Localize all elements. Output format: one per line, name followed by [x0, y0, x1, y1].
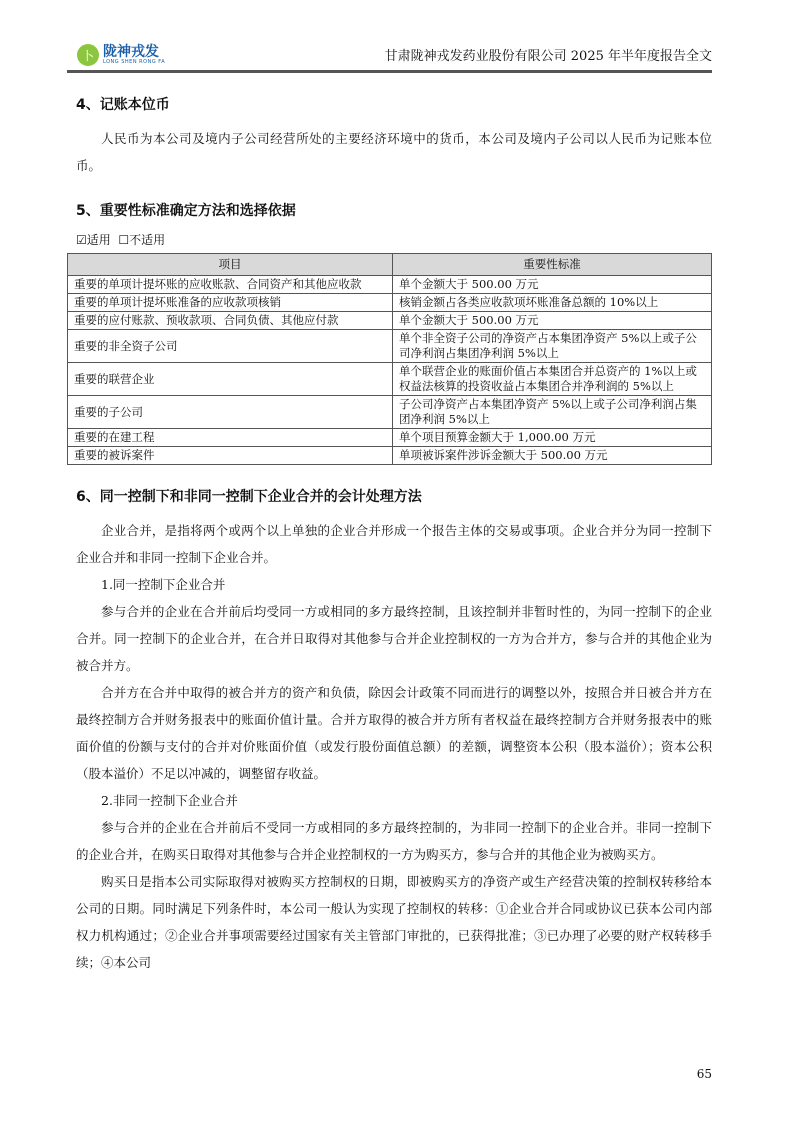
- item-cell: 重要的单项计提坏账准备的应收款项核销: [68, 294, 393, 312]
- standard-cell: 单个金额大于 500.00 万元: [393, 312, 712, 330]
- section-6-paragraph: 参与合并的企业在合并前后不受同一方或相同的多方最终控制的，为非同一控制下的企业合并。非同一控制下的企业合并，在购买日取得对其他参与合并企业控制权的一方为购买方，参与合并的其他企业为被购买方。: [76, 820, 712, 862]
- logo-en: LONG SHEN RONG FA: [103, 58, 166, 65]
- item-cell: 重要的应付账款、预收款项、合同负债、其他应付款: [68, 312, 393, 330]
- section-6-paragraph: 企业合并，是指将两个或两个以上单独的企业合并形成一个报告主体的交易或事项。企业合并分为同一控制下企业合并和非同一控制下企业合并。: [76, 523, 712, 565]
- section-4-heading: 4、记账本位币: [76, 97, 170, 113]
- section-5-heading: 5、重要性标准确定方法和选择依据: [76, 203, 296, 219]
- standard-cell: 单个联营企业的账面价值占本集团合并总资产的 1%以上或权益法核算的投资收益占本集团合并净利润的 5%以上: [393, 363, 712, 396]
- section-6-heading: 6、同一控制下和非同一控制下企业合并的会计处理方法: [76, 489, 422, 505]
- item-cell: 重要的子公司: [68, 396, 393, 429]
- table-row: [68, 312, 712, 330]
- item-cell: 重要的联营企业: [68, 363, 393, 396]
- applicability: [76, 231, 712, 249]
- not-applicable-checkbox: ☐不适用: [118, 233, 166, 247]
- section-6-paragraph: 1.同一控制下企业合并: [101, 577, 226, 592]
- document-title: 甘肃陇神戎发药业股份有限公司 2025 年半年度报告全文: [384, 49, 712, 64]
- table-row: [68, 429, 712, 447]
- standard-cell: 单个项目预算金额大于 1,000.00 万元: [393, 429, 712, 447]
- logo-cn: 陇神戎发: [103, 43, 159, 60]
- page-body: [67, 73, 712, 976]
- standard-cell: 单项被诉案件涉诉金额大于 500.00 万元: [393, 447, 712, 465]
- standard-cell: 单个非全资子公司的净资产占本集团净资产 5%以上或子公司净利润占集团净利润 5%以上: [393, 330, 712, 363]
- section-6-body: [76, 517, 712, 976]
- table-row: [68, 447, 712, 465]
- table-row: [68, 396, 712, 429]
- section-6-paragraph: 合并方在合并中取得的被合并方的资产和负债，除因会计政策不同而进行的调整以外，按照合并日被合并方在最终控制方合并财务报表中的账面价值计量。合并方取得的被合并方所有者权益在最终控制方合并财务报表中的账面价值的份额与支付的合并对价账面价值（或发行股份面值总额）的差额，调整资本公积（股本溢价）；资本公积（股本溢价）不足以冲减的，调整留存收益。: [76, 685, 712, 781]
- section-4-paragraph: 人民币为本公司及境内子公司经营所处的主要经济环境中的货币，本公司及境内子公司以人民币为记账本位币。: [76, 131, 712, 173]
- standard-cell: 单个金额大于 500.00 万元: [393, 276, 712, 294]
- section-6-paragraph: 2.非同一控制下企业合并: [101, 793, 238, 808]
- table-row: [68, 294, 712, 312]
- page-number: 65: [696, 1067, 712, 1081]
- page-header: [67, 44, 712, 73]
- company-logo: [77, 44, 165, 66]
- item-cell: 重要的被诉案件: [68, 447, 393, 465]
- applicable-checkbox: ☑适用: [76, 233, 111, 247]
- column-header: 项目: [68, 254, 393, 276]
- section-6-paragraph: 参与合并的企业在合并前后均受同一方或相同的多方最终控制，且该控制并非暂时性的，为同一控制下的企业合并。同一控制下的企业合并，在合并日取得对其他参与合并企业控制权的一方为合并方，参与合并的其他企业为被合并方。: [76, 604, 712, 673]
- column-header: 重要性标准: [393, 254, 712, 276]
- table-row: [68, 330, 712, 363]
- section-6-paragraph: 购买日是指本公司实际取得对被购买方控制权的日期，即被购买方的净资产或生产经营决策的控制权转移给本公司的日期。同时满足下列条件时，本公司一般认为实现了控制权的转移：①企业合并合同或协议已获本公司内部权力机构通过；②企业合并事项需要经过国家有关主管部门审批的，已获得批准；③已办理了必要的财产权转移手续；④本公司: [76, 874, 712, 970]
- item-cell: 重要的非全资子公司: [68, 330, 393, 363]
- standard-cell: 核销金额占各类应收款项坏账准备总额的 10%以上: [393, 294, 712, 312]
- item-cell: 重要的单项计提坏账的应收账款、合同资产和其他应收款: [68, 276, 393, 294]
- standard-cell: 子公司净资产占本集团净资产 5%以上或子公司净利润占集团净利润 5%以上: [393, 396, 712, 429]
- item-cell: 重要的在建工程: [68, 429, 393, 447]
- logo-icon: 卜: [77, 44, 99, 66]
- table-row: [68, 363, 712, 396]
- materiality-table: [67, 253, 712, 465]
- table-row: [68, 276, 712, 294]
